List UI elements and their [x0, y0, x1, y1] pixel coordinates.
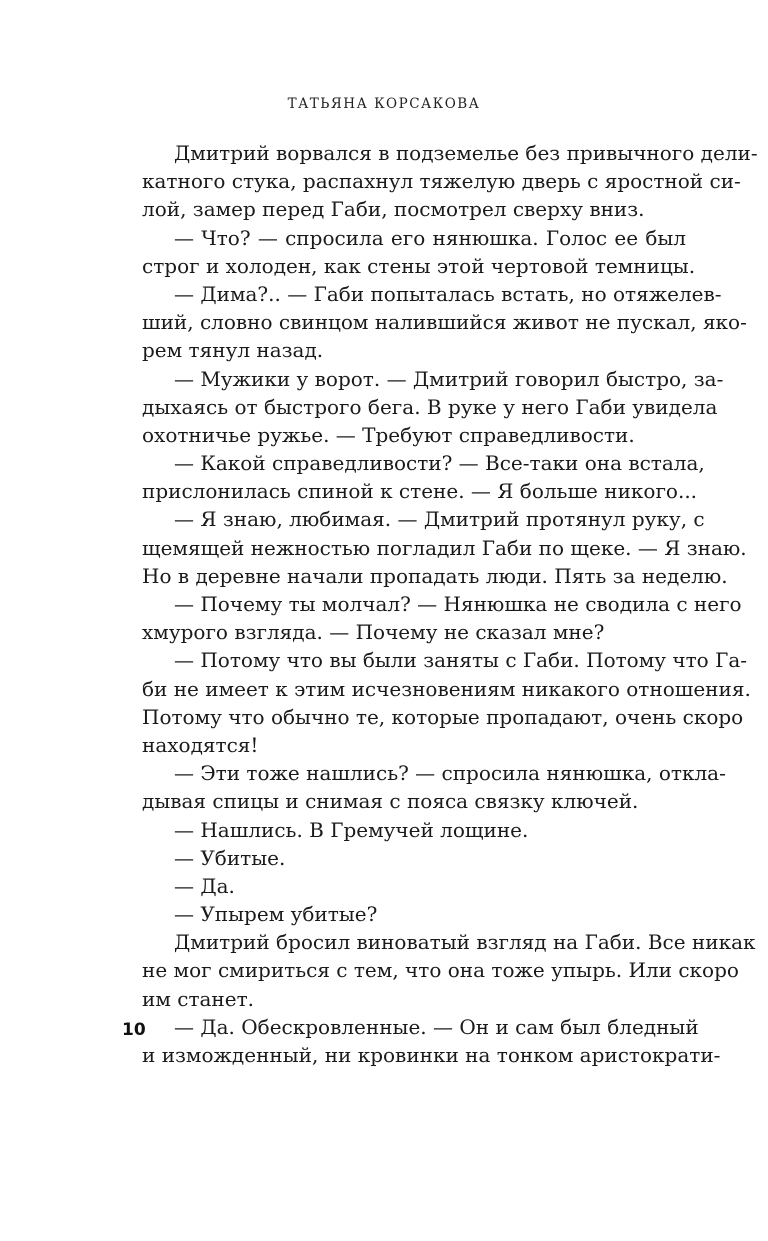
text-line: — Что? — спросила его нянюшка. Голос ее был: [174, 225, 686, 250]
text-line: рем тянул назад.: [142, 338, 324, 363]
text-line: би не имеет к этим исчезновениям никакого отношения.: [142, 676, 751, 701]
text-line: Но в деревне начали пропадать люди. Пять за неделю.: [142, 563, 728, 588]
text-line: щемящей нежностью погладил Габи по щеке. — Я знаю.: [142, 535, 747, 560]
text-line: дывая спицы и снимая с пояса связку ключей.: [142, 789, 639, 814]
text-line: — Да.: [174, 873, 235, 898]
text-line: и изможденный, ни кровинки на тонком аристократи-: [142, 1043, 721, 1067]
text-line: находятся!: [142, 732, 259, 757]
text-line: охотничье ружье. — Требуют справедливости.: [142, 422, 635, 447]
text-line: — Мужики у ворот. — Дмитрий говорил быстро, за-: [174, 366, 724, 391]
text-line: лой, замер перед Габи, посмотрел сверху вниз.: [142, 197, 645, 222]
text-line: катного стука, распахнул тяжелую дверь с яростной си-: [142, 169, 741, 194]
text-line: ший, словно свинцом налившийся живот не пускал, яко-: [142, 310, 747, 335]
text-line: — Почему ты молчал? — Нянюшка не сводила с него: [174, 592, 742, 616]
text-line: — Да. Обескровленные. — Он и сам был бледный: [174, 1014, 699, 1039]
text-line: — Потому что вы были заняты с Габи. Потому что Га-: [174, 648, 748, 673]
text-line: — Какой справедливости? — Все-таки она встала,: [174, 451, 705, 476]
text-line: строг и холоден, как стены этой чертовой темницы.: [142, 253, 696, 278]
text-line: Потому что обычно те, которые пропадают, очень скоро: [142, 704, 744, 729]
text-line: Дмитрий ворвался в подземелье без привычного дели-: [174, 141, 758, 165]
body-text: [142, 139, 758, 1069]
text-line: не мог смириться с тем, что она тоже упырь. Или скоро: [142, 958, 739, 983]
running-head: ТАТЬЯНА КОРСАКОВА: [287, 96, 481, 112]
text-line: — Эти тоже нашлись? — спросила нянюшка, откла-: [174, 761, 726, 786]
text-line: — Убитые.: [174, 845, 286, 870]
text-line: хмурого взгляда. — Почему не сказал мне?: [142, 620, 605, 645]
text-line: прислонилась спиной к стене. — Я больше никого...: [142, 479, 698, 504]
text-line: — Упырем убитые?: [174, 902, 378, 927]
text-line: Дмитрий бросил виноватый взгляд на Габи. Все никак: [174, 930, 756, 955]
text-line: — Дима?.. — Габи попыталась встать, но отяжелев-: [174, 281, 722, 306]
text-line: — Я знаю, любимая. — Дмитрий протянул руку, с: [174, 507, 705, 532]
page-number: 10: [122, 1020, 146, 1040]
text-line: дыхаясь от быстрого бега. В руке у него Габи увидела: [142, 394, 718, 419]
text-line: им станет.: [142, 986, 255, 1011]
text-line: — Нашлись. В Гремучей лощине.: [174, 817, 529, 842]
